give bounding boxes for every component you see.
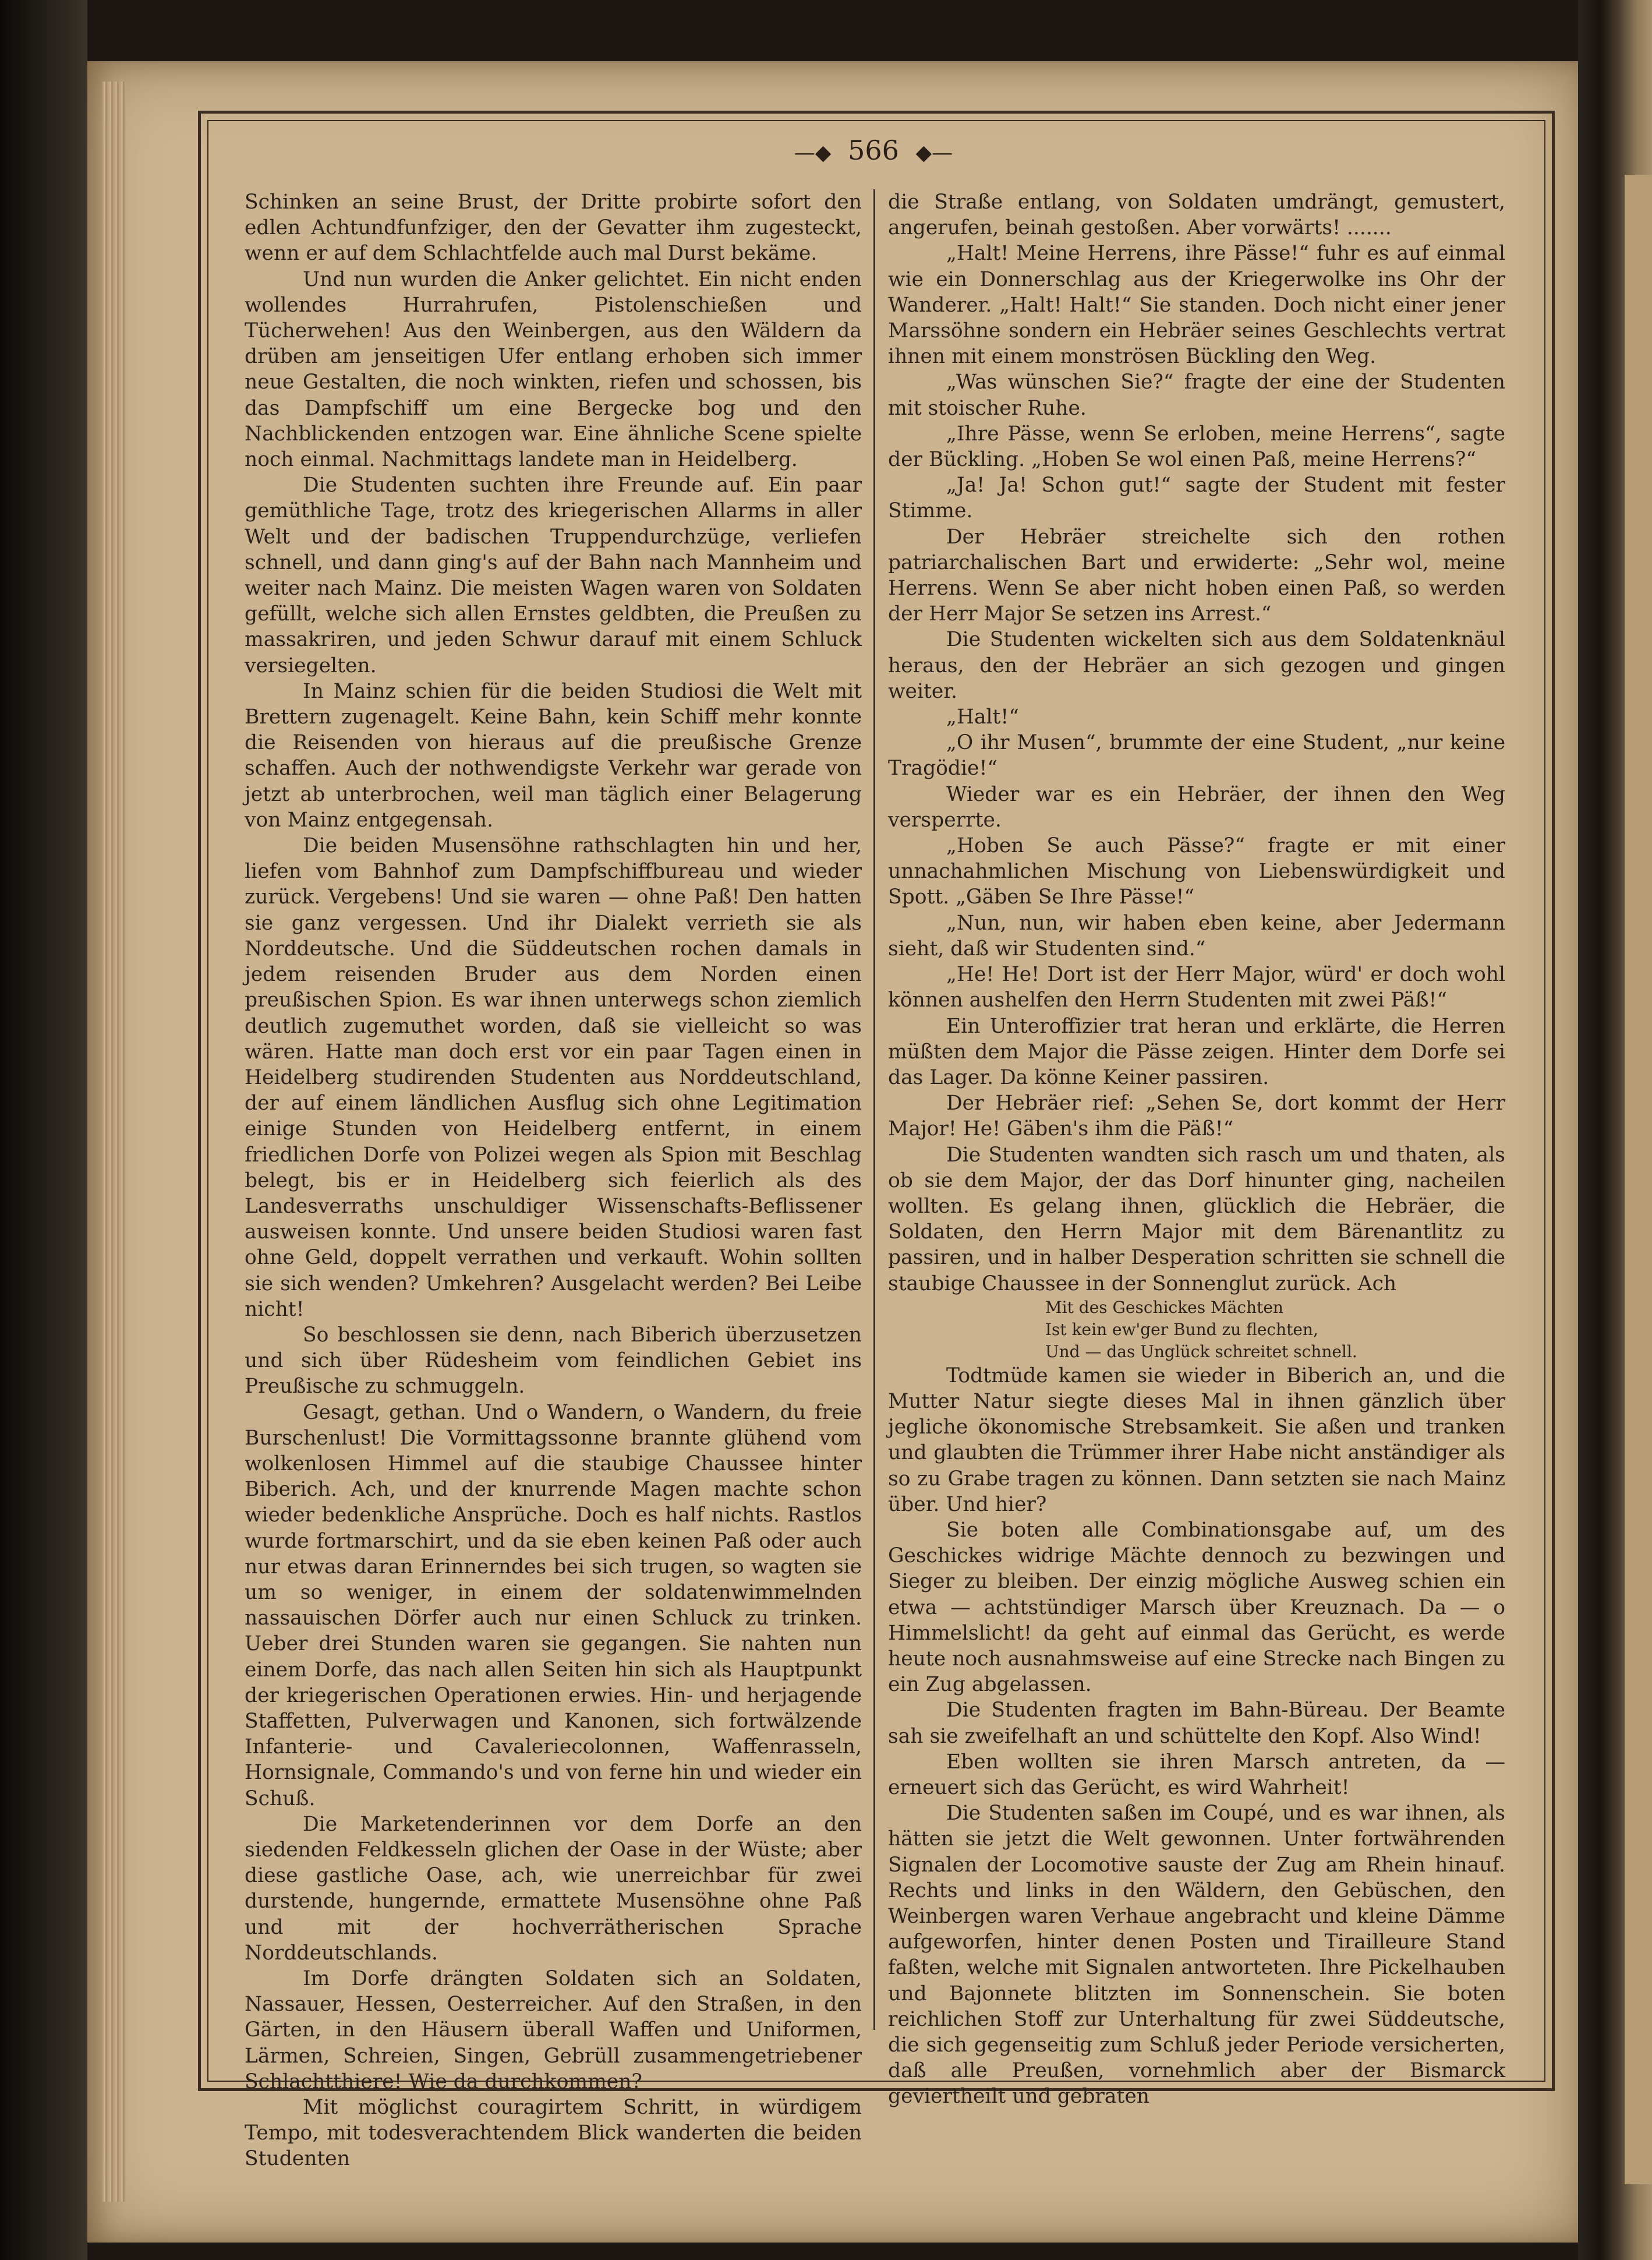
paragraph: So beschlossen sie denn, nach Biberich überzusetzen und sich über Rüdesheim vom feindlichen Gebiet ins Preußische zu schmuggeln.	[245, 1323, 862, 1399]
paragraph: Mit möglichst couragirtem Schritt, in würdigem Tempo, mit todesverachtendem Blick wanderten die beiden Studenten	[245, 2096, 862, 2171]
left-text-column	[245, 189, 862, 2171]
adjacent-page-edge	[1625, 175, 1652, 2184]
paragraph: Ein Unteroffizier trat heran und erklärte, die Herren müßten dem Major die Pässe zeigen. Hinter dem Dorfe sei das Lager. Da könne Keiner passiren.	[888, 1014, 1505, 1089]
paragraph: Wieder war es ein Hebräer, der ihnen den Weg versperrte.	[888, 782, 1505, 832]
paragraph: Schinken an seine Brust, der Dritte probirte sofort den edlen Achtundfunfziger, den der Gevatter ihm zugesteckt, wenn er auf dem Schlachtfelde auch mal Durst bekäme.	[245, 190, 862, 266]
paragraph: Der Hebräer rief: „Sehen Se, dort kommt der Herr Major! He! Gäben's ihm die Päß!“	[888, 1092, 1505, 1141]
paragraph: „Hoben Se auch Pässe?“ fragte er mit einer unnachahmlichen Mischung von Liebenswürdigkeit und Spott. „Gäben Se Ihre Pässe!“	[888, 834, 1505, 909]
page-edges	[102, 82, 126, 2202]
paragraph: die Straße entlang, von Soldaten umdrängt, gemustert, angerufen, beinah gestoßen. Aber vorwärts! .......	[888, 190, 1505, 240]
paragraph: „O ihr Musen“, brummte der eine Student, „nur keine Tragödie!“	[888, 731, 1505, 781]
paragraph: Die Marketenderinnen vor dem Dorfe an den siedenden Feldkesseln glichen der Oase in der Wüste; aber diese gastliche Oase, ach, wie unerreichbar für zwei durstende, hungernde, ermattete Musensöhne ohne Paß und mit der hochverrätherischen Sprache Norddeutschlands.	[245, 1812, 862, 1965]
paragraph: Gesagt, gethan. Und o Wandern, o Wandern, du freie Burschenlust! Die Vormittagssonne brannte glühend vom wolkenlosen Himmel auf die staubige Chaussee hinter Biberich. Ach, und der knurrende Magen machte schon wieder bedenkliche Ansprüche. Doch es half nichts. Rastlos wurde fortmarschirt, und da sie eben keinen Paß oder auch nur etwas daran Erinnerndes bei sich trugen, so wagten sie um so weniger, in einem der soldatenwimmelnden nassauischen Dörfer auch nur einen Schluck zu trinken. Ueber drei Stunden waren sie gegangen. Sie nahten nun einem Dorfe, das nach allen Seiten hin sich als Hauptpunkt der kriegerischen Operationen erwies. Hin- und herjagende Staffetten, Pulverwagen und Kanonen, sich fortwälzende Infanterie- und Cavaleriecolonnen, Waffenrasseln, Hornsignale, Commando's und von ferne hin und wieder ein Schuß.	[245, 1400, 862, 1810]
page-number: 566	[848, 135, 899, 166]
paragraph: In Mainz schien für die beiden Studiosi die Welt mit Brettern zugenagelt. Keine Bahn, kein Schiff mehr konnte die Reisenden von hieraus auf die preußische Grenze schaffen. Auch der nothwendigste Verkehr war gerade von jetzt ab unterbrochen, weil man täglich einer Belagerung von Mainz entgegensah.	[245, 679, 862, 832]
paragraph: „He! He! Dort ist der Herr Major, würd' er doch wohl können aushelfen den Herrn Studenten mit zwei Päß!“	[888, 963, 1505, 1012]
paragraph: Eben wollten sie ihren Marsch antreten, da — erneuert sich das Gerücht, es wird Wahrheit!	[888, 1750, 1505, 1799]
column-divider	[873, 189, 875, 2030]
paragraph: Sie boten alle Combinationsgabe auf, um des Geschickes widrige Mächte dennoch zu bezwingen und Sieger zu bleiben. Der einzig mögliche Ausweg schien ein etwa — achtstündiger Marsch über Kreuznach. Da — o Himmelslicht! da geht auf einmal das Gerücht, es werde heute noch ausnahmsweise auf eine Strecke nach Bingen zu ein Zug abgelassen.	[888, 1518, 1505, 1697]
paragraph: Todtmüde kamen sie wieder in Biberich an, und die Mutter Natur siegte dieses Mal in ihnen gänzlich über jegliche ökonomische Strebsamkeit. Sie aßen und tranken und glaubten die Trümmer ihrer Habe nicht anständiger als so zu Grabe tragen zu können. Dann setzten sie nach Mainz über. Und hier?	[888, 1364, 1505, 1516]
paragraph: „Ihre Pässe, wenn Se erloben, meine Herrens“, sagte der Bückling. „Hoben Se wol einen Paß, meine Herrens?“	[888, 422, 1505, 472]
paragraph: Der Hebräer streichelte sich den rothen patriarchalischen Bart und erwiderte: „Sehr wol, meine Herrens. Wenn Se aber nicht hoben einen Paß, so werden der Herr Major Se setzen ins Arrest.“	[888, 525, 1505, 626]
paragraph: Die Studenten wickelten sich aus dem Soldatenknäul heraus, den der Hebräer an sich gezogen und gingen weiter.	[888, 628, 1505, 703]
paragraph: „Halt!“	[946, 705, 1019, 729]
paragraph: Die Studenten fragten im Bahn-Büreau. Der Beamte sah sie zweifelhaft an und schüttelte den Kopf. Also Wind!	[888, 1698, 1505, 1748]
paragraph: Die Studenten wandten sich rasch um und thaten, als ob sie dem Major, der das Dorf hinunter ging, nacheilen wollten. Es gelang ihnen, glücklich die Hebräer, die Soldaten, den Herrn Major mit dem Bärenantlitz zu passiren, und in halber Desperation schritten sie schnell die staubige Chaussee in der Sonnenglut zurück. Ach	[888, 1143, 1505, 1295]
paragraph: „Ja! Ja! Schon gut!“ sagte der Student mit fester Stimme.	[888, 474, 1505, 523]
paragraph: Die Studenten suchten ihre Freunde auf. Ein paar gemüthliche Tage, trotz des kriegerischen Allarms in aller Welt und der badischen Truppendurchzüge, verliefen schnell, und dann ging's auf der Bahn nach Mannheim und weiter nach Mainz. Die meisten Wagen waren von Soldaten gefüllt, welche sich allen Ernstes geldbten, die Preußen zu massakriren, und jeden Schwur darauf mit einem Schluck versiegelten.	[245, 474, 862, 677]
verse-quote: Mit des Geschickes Mächten Ist kein ew'ger Bund zu flechten, Und — das Unglück schreitet schnell.	[1045, 1297, 1357, 1361]
left-book-binding	[0, 0, 87, 2260]
page-header	[687, 127, 1060, 174]
paragraph: „Halt! Meine Herrens, ihre Pässe!“ fuhr es auf einmal wie ein Donnerschlag aus der Kriegerwolke ins Ohr der Wanderer. „Halt! Halt!“ Sie standen. Doch nicht einer jener Marssöhne sondern ein Hebräer seines Geschlechts vertrat ihnen mit einem monströsen Bückling den Weg.	[888, 242, 1505, 369]
paragraph: Die beiden Musensöhne rathschlagten hin und her, liefen vom Bahnhof zum Dampfschiffbureau und wieder zurück. Vergebens! Und sie waren — ohne Paß! Den hatten sie ganz vergessen. Und ihr Dialekt verrieth sie als Norddeutsche. Und die Süddeutschen rochen damals in jedem reisenden Bruder aus dem Norden einen preußischen Spion. Es war ihnen unterwegs schon ziemlich deutlich zugemuthet worden, daß sie vielleicht so was wären. Hatte man doch erst vor ein paar Tagen einen in Heidelberg studirenden Studenten aus Norddeutschland, der auf einem ländlichen Ausflug sich ohne Legitimation einige Stunden von Heidelberg entfernt, in einem friedlichen Dorfe von Polizei wegen als Spion mit Beschlag belegt, bis er in Heidelberg sich feierlich als des Landesverraths unschuldiger Wissenschafts-Beflissener ausweisen konnte. Und unsere beiden Studiosi waren fast ohne Geld, doppelt verrathen und verkauft. Wohin sollten sie sich wenden? Umkehren? Ausgelacht werden? Bei Leibe nicht!	[245, 834, 862, 1321]
paragraph: „Nun, nun, wir haben eben keine, aber Jedermann sieht, daß wir Studenten sind.“	[888, 911, 1505, 961]
right-text-column	[888, 189, 1505, 2109]
paragraph: „Was wünschen Sie?“ fragte der eine der Studenten mit stoischer Ruhe.	[888, 370, 1505, 420]
paragraph: Im Dorfe drängten Soldaten sich an Soldaten, Nassauer, Hessen, Oesterreicher. Auf den Straßen, in den Gärten, in den Häusern überall Waffen und Uniformen, Lärmen, Schreien, Singen, Gebrüll zusammengetriebener Schlachtthiere! Wie da durchkommen?	[245, 1967, 862, 2093]
paragraph: Und nun wurden die Anker gelichtet. Ein nicht enden wollendes Hurrahrufen, Pistolenschießen und Tücherwehen! Aus den Weinbergen, aus den Wäldern da drüben am jenseitigen Ufer entlang erhoben sich immer neue Gestalten, die noch winkten, riefen und schossen, bis das Dampfschiff um eine Bergecke bog und den Nachblickenden entzogen war. Eine ähnliche Scene spielte noch einmal. Nachmittags landete man in Heidelberg.	[245, 267, 862, 472]
paragraph: Die Studenten saßen im Coupé, und es war ihnen, als hätten sie jetzt die Welt gewonnen. Unter fortwährenden Signalen der Locomotive sauste der Zug am Rhein hinauf. Rechts und links in den Wäldern, den Gebüschen, den Weinbergen waren Verhaue angebracht und kleine Dämme aufgeworfen, hinter denen Posten und Tirailleure Stand faßten, welche mit Signalen antworteten. Ihre Pickelhauben und Bajonnete blitzten im Sonnenschein. Sie boten reichlichen Stoff zur Unterhaltung für zwei Süddeutsche, die sich gegenseitig zum Schluß jeder Periode versicherten, daß alle Preußen, vornehmlich aber der Bismarck geviertheilt und gebraten	[888, 1802, 1505, 2109]
header-ornament-right: ◆—	[915, 141, 953, 165]
header-ornament-left: —◆	[794, 141, 832, 165]
